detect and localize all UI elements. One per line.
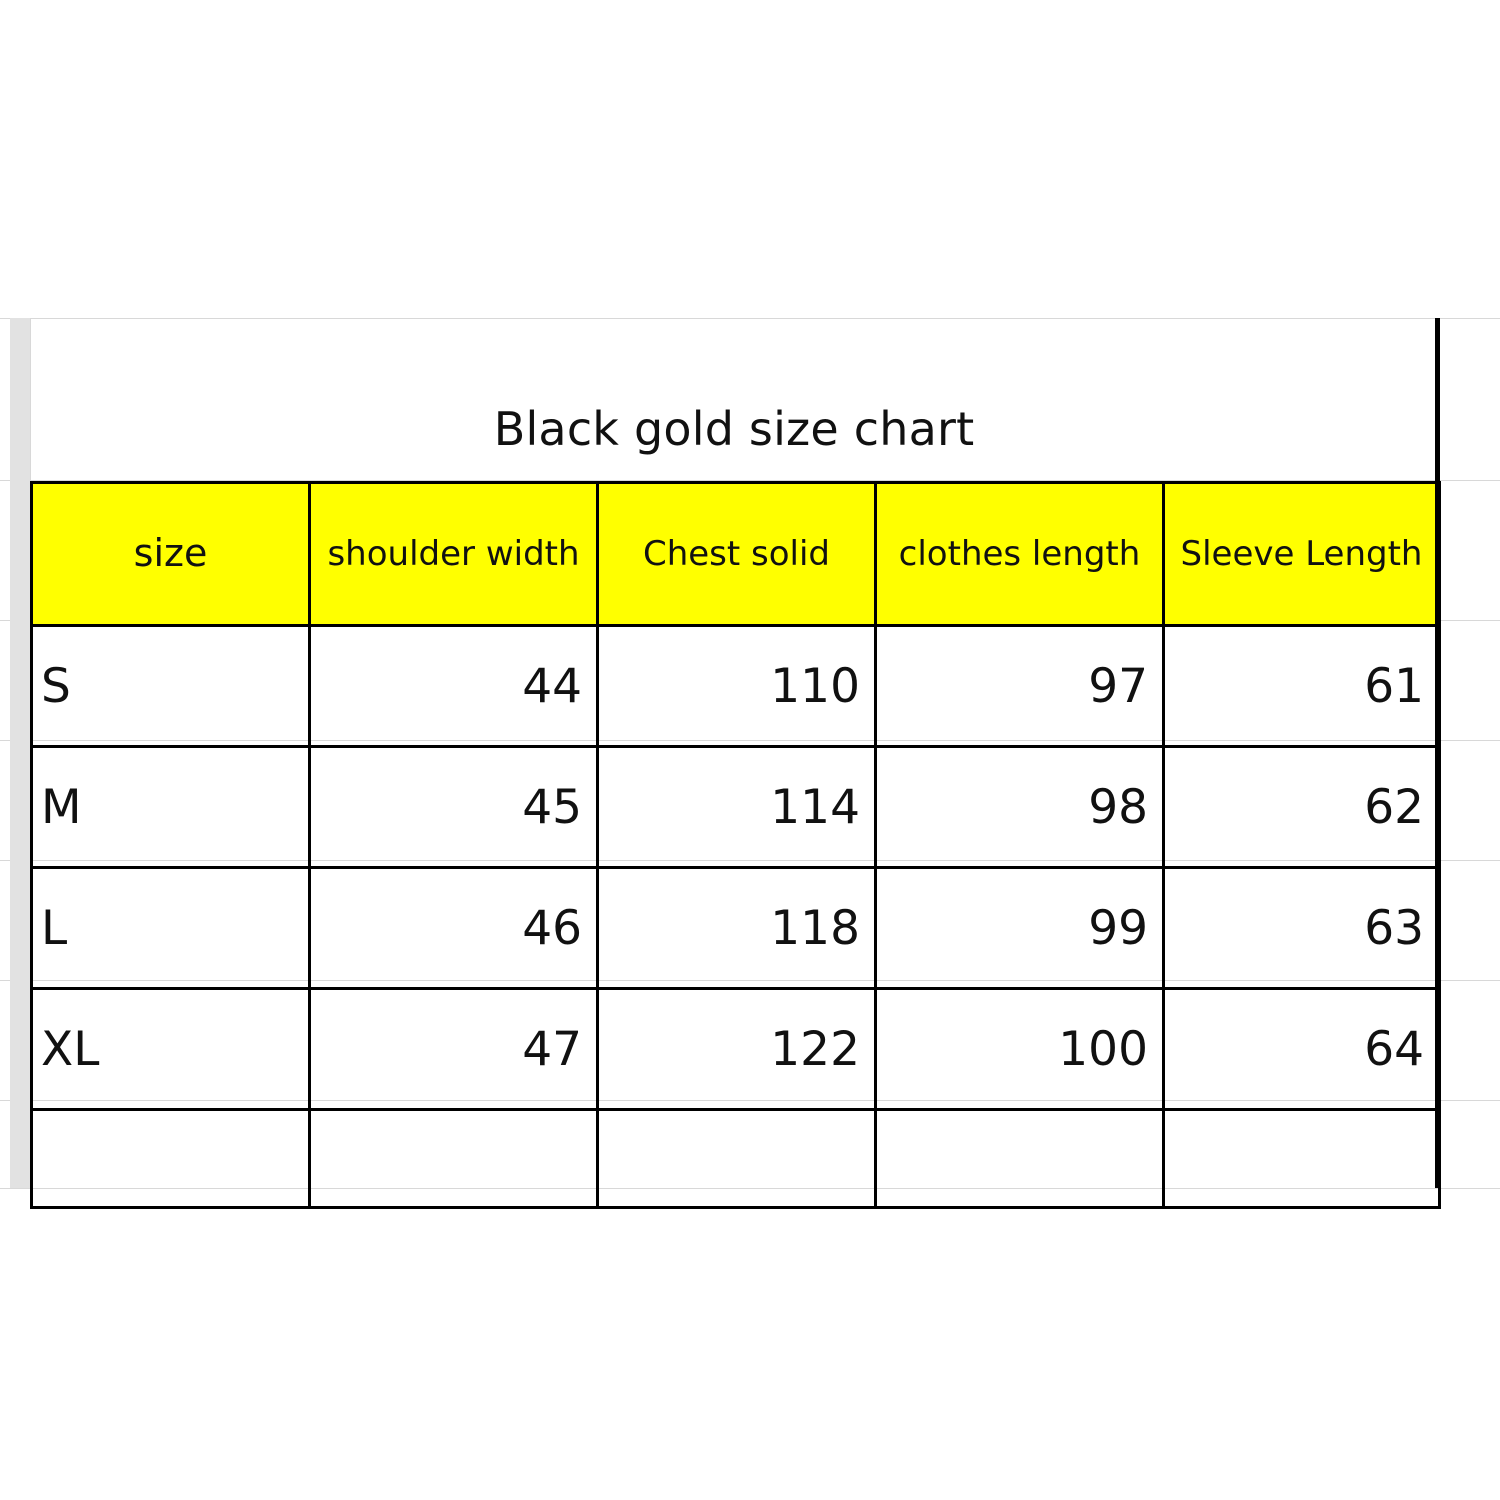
table-header-row: [32, 483, 1440, 626]
cell-chest-solid: 118: [598, 868, 876, 989]
page-title: Black gold size chart: [493, 402, 975, 456]
cell-shoulder-width: 45: [310, 747, 598, 868]
table-row: [32, 1110, 1440, 1208]
cell-size: [32, 1110, 310, 1208]
cell-size: S: [32, 626, 310, 747]
table-row: [32, 868, 1440, 989]
cell-clothes-length: 99: [876, 868, 1164, 989]
size-chart-block: [30, 318, 1438, 1188]
cell-shoulder-width: 46: [310, 868, 598, 989]
table-row: [32, 626, 1440, 747]
cell-clothes-length: [876, 1110, 1164, 1208]
column-header-clothes-length: clothes length: [876, 483, 1164, 626]
table-right-rule: [1435, 318, 1440, 1188]
cell-shoulder-width: 47: [310, 989, 598, 1110]
cell-size: M: [32, 747, 310, 868]
row-header-strip: [10, 318, 30, 1188]
cell-chest-solid: 122: [598, 989, 876, 1110]
cell-shoulder-width: [310, 1110, 598, 1208]
column-header-size: size: [32, 483, 310, 626]
cell-size: L: [32, 868, 310, 989]
cell-chest-solid: 114: [598, 747, 876, 868]
cell-sleeve-length: 61: [1164, 626, 1440, 747]
column-header-sleeve-length: Sleeve Length: [1164, 483, 1440, 626]
column-header-chest-solid: Chest solid: [598, 483, 876, 626]
cell-size: XL: [32, 989, 310, 1110]
cell-clothes-length: 98: [876, 747, 1164, 868]
cell-chest-solid: [598, 1110, 876, 1208]
cell-shoulder-width: 44: [310, 626, 598, 747]
cell-sleeve-length: 64: [1164, 989, 1440, 1110]
cell-sleeve-length: [1164, 1110, 1440, 1208]
cell-sleeve-length: 63: [1164, 868, 1440, 989]
table-row: [32, 747, 1440, 868]
size-chart-table: [30, 481, 1441, 1209]
cell-sleeve-length: 62: [1164, 747, 1440, 868]
cell-chest-solid: 110: [598, 626, 876, 747]
cell-clothes-length: 97: [876, 626, 1164, 747]
table-row: [32, 989, 1440, 1110]
cell-clothes-length: 100: [876, 989, 1164, 1110]
column-header-shoulder-width: shoulder width: [310, 483, 598, 626]
